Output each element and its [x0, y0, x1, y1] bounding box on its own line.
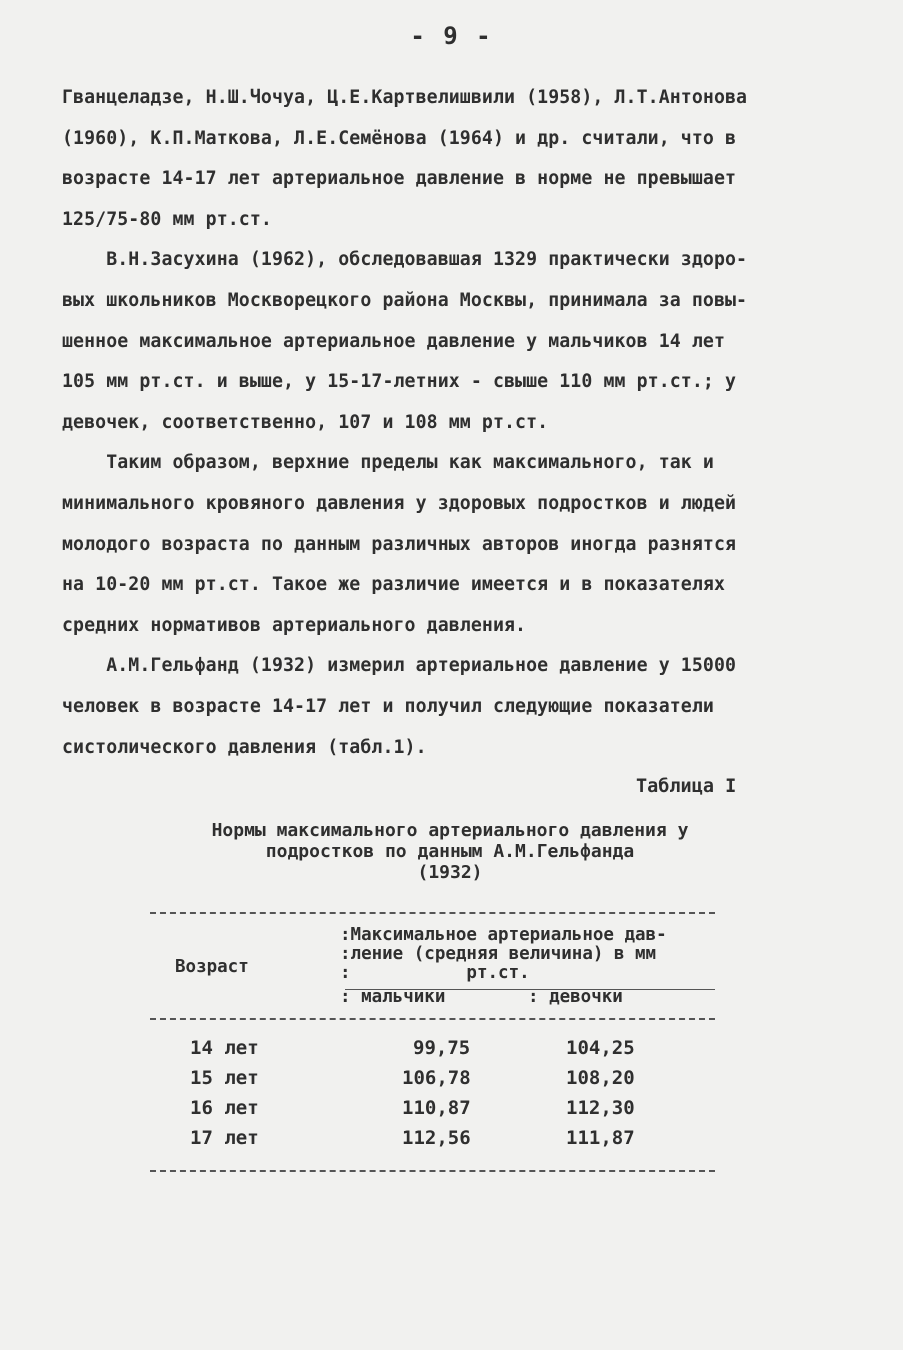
- text-line: 105 мм рт.ст. и выше, у 15-17-летних - свыше 110 мм рт.ст.; у: [62, 371, 737, 393]
- text-line: шенное максимальное артериальное давление у мальчиков 14 лет: [62, 330, 725, 352]
- cell-age: 15 лет: [190, 1067, 259, 1089]
- header-boys: : мальчики: [340, 987, 446, 1007]
- header-main-line: : рт.ст.: [340, 963, 530, 983]
- cell-age: 16 лет: [190, 1097, 259, 1119]
- text-line: на 10-20 мм рт.ст. Такое же различие имеется и в показателях: [62, 574, 725, 596]
- text-line: человек в возрасте 14-17 лет и получил следующие показатели: [62, 695, 714, 717]
- table-label: Таблица I: [636, 776, 737, 797]
- cell-boys: 110,87: [402, 1097, 471, 1119]
- text-line: А.М.Гельфанд (1932) измерил артериальное давление у 15000: [62, 655, 737, 677]
- header-girls: : девочки: [528, 987, 623, 1007]
- table-caption: [100, 820, 800, 883]
- text-line: вых школьников Москворецкого района Москвы, принимала за повы-: [62, 289, 748, 311]
- cell-age: 17 лет: [190, 1127, 259, 1149]
- text-line: Гванцеладзе, Н.Ш.Чочуа, Ц.Е.Картвелишвили (1958), Л.Т.Антонова: [62, 87, 748, 108]
- caption-line: (1932): [417, 862, 483, 883]
- table-bottom-rule: [150, 1170, 715, 1172]
- cell-age: 14 лет: [190, 1037, 259, 1059]
- text-line: девочек, соответственно, 107 и 108 мм рт.ст.: [62, 411, 549, 433]
- text-line: систолического давления (табл.1).: [62, 736, 427, 758]
- header-main-line: :Максимальное артериальное дав-: [340, 925, 667, 945]
- cell-girls: 111,87: [566, 1127, 635, 1149]
- text-line: возрасте 14-17 лет артериальное давление в норме не превышает: [62, 168, 737, 190]
- table-top-rule: [150, 912, 715, 914]
- cell-girls: 104,25: [566, 1037, 635, 1059]
- text-line: средних нормативов артериального давления.: [62, 614, 527, 636]
- cell-boys: 99,75: [413, 1037, 471, 1059]
- page-number: - 9 -: [410, 22, 493, 50]
- text-line: молодого возраста по данным различных авторов иногда разнятся: [62, 533, 737, 555]
- cell-girls: 112,30: [566, 1097, 635, 1119]
- cell-boys: 106,78: [402, 1067, 471, 1089]
- body-text: [62, 78, 842, 768]
- cell-boys: 112,56: [402, 1127, 471, 1149]
- caption-line: Нормы максимального артериального давления у: [211, 820, 689, 841]
- text-line: 125/75-80 мм рт.ст.: [62, 208, 272, 230]
- header-age: Возраст: [175, 957, 249, 977]
- header-bottom-rule: [150, 1018, 715, 1020]
- header-main-line: :ление (средняя величина) в мм: [340, 944, 657, 964]
- text-line: В.Н.Засухина (1962), обследовавшая 1329 практически здоро-: [62, 249, 748, 271]
- text-line: минимального кровяного давления у здоровых подростков и людей: [62, 492, 737, 514]
- text-line: (1960), К.П.Маткова, Л.Е.Семёнова (1964) и др. считали, что в: [62, 127, 737, 149]
- caption-line: подростков по данным А.М.Гельфанда: [265, 841, 635, 862]
- text-line: Таким образом, верхние пределы как максимального, так и: [62, 452, 714, 474]
- cell-girls: 108,20: [566, 1067, 635, 1089]
